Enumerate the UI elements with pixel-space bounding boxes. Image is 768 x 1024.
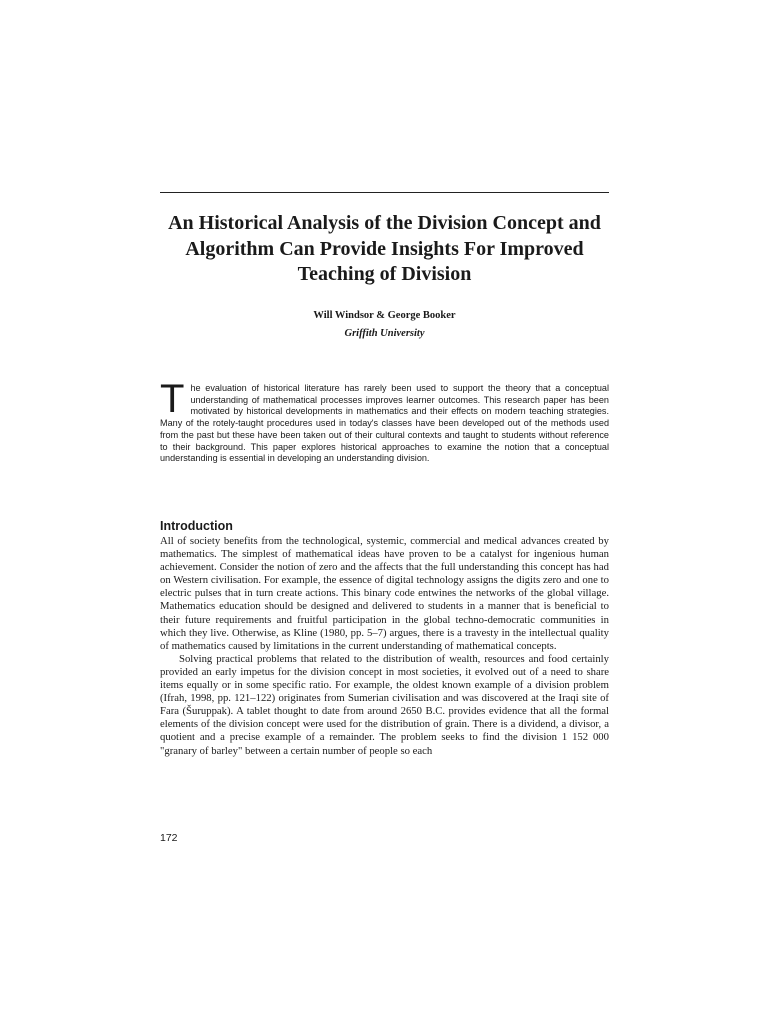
introduction-body bbox=[160, 535, 609, 758]
introduction-paragraph-2: Solving practical problems that related to the distribution of wealth, resources and food certainly provided an early impetus for the division concept in most societies, it evolved out of a need to share items equally or in some specific ratio. For example, the oldest known example of a division problem (Ifrah, 1998, pp. 121–122) originates from Sumerian civilisation and was discovered at the Iraqi site of Fara (Šuruppak). A tablet thought to date from around 2650 B.C. provides evidence that all the formal elements of the division concept were used for the distribution of grain. There is a dividend, a divisor, a quotient and a precise example of a remainder. The problem seeks to find the division 1 152 000 "granary of barley" between a certain number of people so each bbox=[160, 652, 609, 757]
abstract bbox=[160, 377, 609, 465]
introduction-paragraph-1: All of society benefits from the technological, systemic, commercial and medical advances created by mathematics. The simplest of mathematical ideas have proven to be a catalyst for ingenious human achievement. Consider the notion of zero and the affects that the full understanding this concept has had on Western civilisation. For example, the essence of digital technology assigns the digits zero and one to electric pulses that in turn create actions. This binary code entwines the networks of the global village. Mathematics education should be designed and delivered to students in a manner that is beneficial to their future requirements and fruitful participation in the global techno-democratic communities in which they live. Otherwise, as Kline (1980, pp. 5–7) argues, there is a travesty in the intellectual quality of mathematics caused by limitations in the current understanding of mathematical concepts. bbox=[160, 535, 609, 652]
authors: Will Windsor & George Booker bbox=[313, 310, 456, 321]
abstract-drop-cap: T bbox=[160, 377, 185, 421]
header-rule bbox=[160, 192, 609, 193]
affiliation: Griffith University bbox=[344, 328, 425, 339]
page-number: 172 bbox=[160, 832, 178, 844]
paper-title: An Historical Analysis of the Division Concept and Algorithm Can Provide Insights For Improved Teaching of Division bbox=[168, 212, 601, 285]
section-heading-introduction: Introduction bbox=[160, 519, 233, 533]
abstract-text: he evaluation of historical literature has rarely been used to support the theory that a conceptual understanding of mathematical processes improves learner outcomes. This research paper has been motivated by historical developments in mathematics and their effects on modern teaching strategies. Many of the rotely-taught procedures used in today's classes have been developed out of the methods used from the past but these have been taken out of their cultural contexts and taught to students without reference to their background. This paper explores historical approaches to examine the notion that a conceptual understanding is essential in developing an understanding division. bbox=[160, 383, 609, 464]
